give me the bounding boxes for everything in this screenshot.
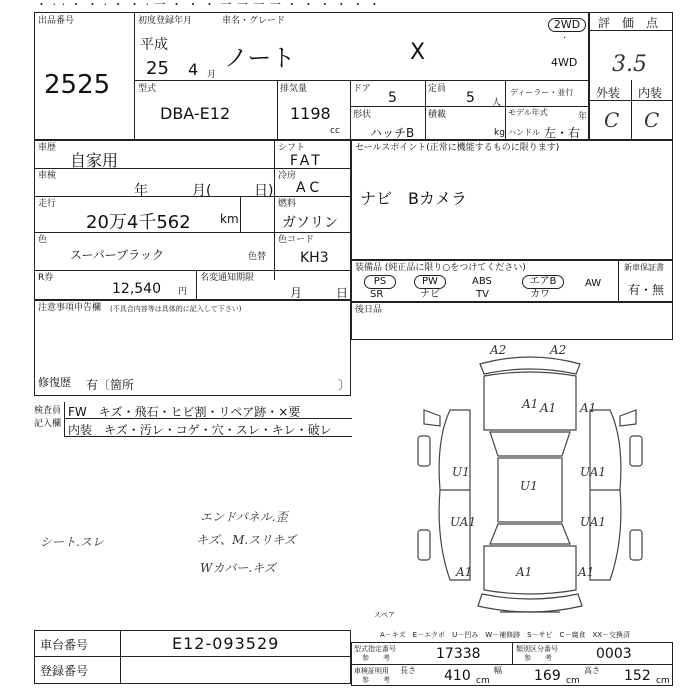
fuel-label: 燃料 (278, 199, 297, 209)
handwritten-line-2: キズ、M.スリキズ (196, 533, 296, 547)
sales-point-text: ナビ Bカメラ (360, 189, 467, 208)
first-reg-month-unit: 月 (207, 70, 217, 80)
inspector-label-1: 検査員 (34, 406, 62, 416)
equip-ps: PS (364, 275, 396, 289)
equip-sr: SR (370, 289, 384, 300)
length-label: 長さ (400, 666, 416, 675)
displacement-value: 1198 (290, 104, 331, 123)
shift-label: シフト (278, 143, 306, 153)
damage-mark: A1 (456, 565, 473, 579)
inspection-year-unit: 年 (134, 183, 148, 199)
capacity-unit: 人 (492, 98, 502, 108)
inspector-row-1: FW キズ・飛石・ヒビ割・リペア跡・×要 (68, 405, 301, 419)
height-unit: cm (656, 676, 670, 686)
damage-mark: A1 (578, 565, 595, 579)
warranty-value: 有・無 (628, 283, 665, 297)
recycle-unit: 円 (178, 287, 188, 297)
type-designation-value: 17338 (436, 646, 481, 662)
after-label: 後日品 (355, 305, 383, 315)
length-value: 410 (444, 668, 471, 684)
damage-mark: A1 (580, 401, 597, 415)
first-reg-era: 平成 (140, 37, 168, 53)
car-damage-diagram (400, 340, 660, 630)
notes-sub: (不具合内容等は具体的に記入して下さい) (110, 305, 242, 313)
width-label: 幅 (494, 666, 502, 675)
category-value: 0003 (596, 646, 632, 662)
handwritten-line-3: Wカバー.キズ (200, 561, 276, 575)
shape-value: ハッチB (370, 126, 415, 140)
damage-mark: UA1 (580, 465, 607, 479)
recycle-value: 12,540 (112, 281, 161, 297)
width-unit: cm (566, 676, 580, 686)
color-value: スーパーブラック (70, 248, 164, 262)
handwritten-line-1: エンドパネル.歪 (200, 510, 288, 524)
model-year-label: モデル年式 (508, 108, 548, 117)
history-value: 自家用 (70, 151, 119, 170)
warranty-label: 新車保証書 (624, 263, 664, 272)
damage-mark: U1 (452, 465, 470, 479)
damage-mark: A2 (490, 343, 507, 357)
lot-number: 2525 (44, 70, 111, 100)
doors-label: ドア (353, 84, 371, 94)
rating-title: 評 価 点 (598, 16, 659, 30)
dealer-label: ディーラー・並行 (510, 88, 574, 97)
type-designation-label: 型式指定番号 (354, 645, 396, 653)
dims-sub: 参 考 (362, 676, 390, 684)
color-change-label: 色替 (248, 252, 267, 262)
interior-label: 内装 (638, 86, 663, 100)
car-grade: X (410, 40, 426, 65)
height-label: 高さ (584, 666, 600, 675)
damage-mark: UA1 (580, 515, 607, 529)
inspector-label-2: 記入欄 (34, 419, 62, 429)
category-sub: 参 考 (524, 654, 552, 662)
car-name-label: 車名・グレード (222, 16, 286, 26)
type-designation-sub: 参 考 (362, 654, 390, 662)
header-strip: ・ · · ・ ・ · ・ ・ · 一 ・ ・ ・ 一 一 一 一 ・ ・ ・ ・ ・ ・ (36, 0, 381, 11)
interior-grade: C (644, 108, 660, 132)
shift-value: FAT (290, 153, 323, 169)
exterior-label: 外装 (596, 86, 621, 100)
name-change-month: 月 (290, 286, 303, 300)
drive-4wd: 4WD (551, 56, 578, 69)
equip-abs: ABS (472, 276, 492, 287)
notes-label: 注意事項申告欄 (38, 303, 102, 313)
length-unit: cm (476, 676, 490, 686)
repair-label: 修復歴 (38, 376, 71, 389)
damage-mark: A1 (522, 397, 539, 411)
capacity-label: 定員 (428, 84, 447, 94)
color-label: 色 (38, 235, 48, 245)
equip-leather: カワ (530, 289, 550, 300)
recycle-label: R券 (38, 273, 54, 283)
drive-dot: · (563, 33, 567, 44)
damage-legend: A－キズ E－エクボ U－凹み W－補修跡 S－サビ C－腐食 XX－交換済 (380, 631, 631, 639)
inspection-label: 車検 (38, 171, 57, 181)
equip-pw: PW (414, 275, 446, 289)
model-year-unit: 年 (578, 112, 588, 122)
drive-2wd: 2WD (548, 18, 586, 32)
car-name: ノート (224, 44, 296, 72)
mileage-unit: km (220, 212, 239, 226)
damage-mark: UA1 (450, 515, 477, 529)
shape-label: 形状 (353, 110, 372, 120)
aircon-value: AC (296, 180, 324, 196)
first-reg-month: 4 (188, 60, 199, 79)
equipment-label: 装備品 (純正品に限り○をつけてください) (355, 263, 526, 273)
chassis-label: 車台番号 (40, 638, 89, 652)
equip-navi: ナビ (420, 289, 440, 300)
displacement-label: 排気量 (280, 84, 308, 94)
load-label: 積載 (428, 110, 447, 120)
repair-value: 有〔箇所 (86, 378, 135, 392)
fuel-value: ガソリン (282, 215, 338, 231)
handle-value: 左・右 (544, 126, 581, 140)
damage-mark: A1 (516, 565, 533, 579)
load-unit: kg (494, 128, 505, 138)
lot-label: 出品番号 (38, 16, 75, 26)
handwritten-seat: シート.スレ (40, 535, 104, 549)
width-value: 169 (534, 668, 561, 684)
category-label: 類別区分番号 (516, 645, 558, 653)
capacity-value: 5 (466, 90, 475, 106)
dims-label: 車検証明用 (354, 667, 389, 675)
registration-label: 登録番号 (40, 664, 89, 678)
history-label: 車歴 (38, 143, 57, 153)
mileage-value: 20万4千562 (86, 212, 191, 233)
handle-label: ハンドル (508, 128, 540, 137)
doors-value: 5 (388, 90, 397, 106)
after-box (351, 302, 673, 340)
repair-close: 〕 (338, 378, 351, 392)
rating-score: 3.5 (612, 52, 647, 77)
damage-mark: U1 (520, 479, 538, 493)
exterior-grade: C (604, 108, 620, 132)
inspector-row-2: 内装 キズ・汚レ・コゲ・穴・スレ・キレ・破レ (68, 423, 332, 437)
chassis-value: E12-093529 (172, 634, 280, 653)
displacement-unit: cc (330, 126, 340, 136)
damage-mark: A1 (540, 401, 557, 415)
mileage-label: 走行 (38, 199, 57, 209)
notes-box (34, 300, 351, 396)
height-value: 152 (624, 668, 651, 684)
first-reg-label: 初度登録年月 (138, 16, 193, 26)
sales-point-label: セールスポイント(正常に機能するものに限ります) (355, 143, 560, 153)
spare-label: スペア (374, 611, 395, 619)
color-code-label: 色コード (278, 235, 315, 245)
equip-airbag: エアB (522, 275, 564, 289)
model-label: 型式 (138, 84, 157, 94)
first-reg-year: 25 (146, 58, 169, 79)
model-value: DBA-E12 (160, 104, 231, 123)
name-change-day: 日 (336, 286, 349, 300)
equip-aw: AW (585, 278, 602, 289)
name-change-label: 名変通知期限 (200, 273, 255, 283)
equip-tv: TV (476, 289, 489, 300)
color-code-value: KH3 (300, 250, 329, 266)
inspection-month-unit: 月( (192, 183, 212, 199)
aircon-label: 冷房 (278, 171, 297, 181)
damage-mark: A2 (550, 343, 567, 357)
inspection-day-unit: 日) (254, 183, 274, 199)
